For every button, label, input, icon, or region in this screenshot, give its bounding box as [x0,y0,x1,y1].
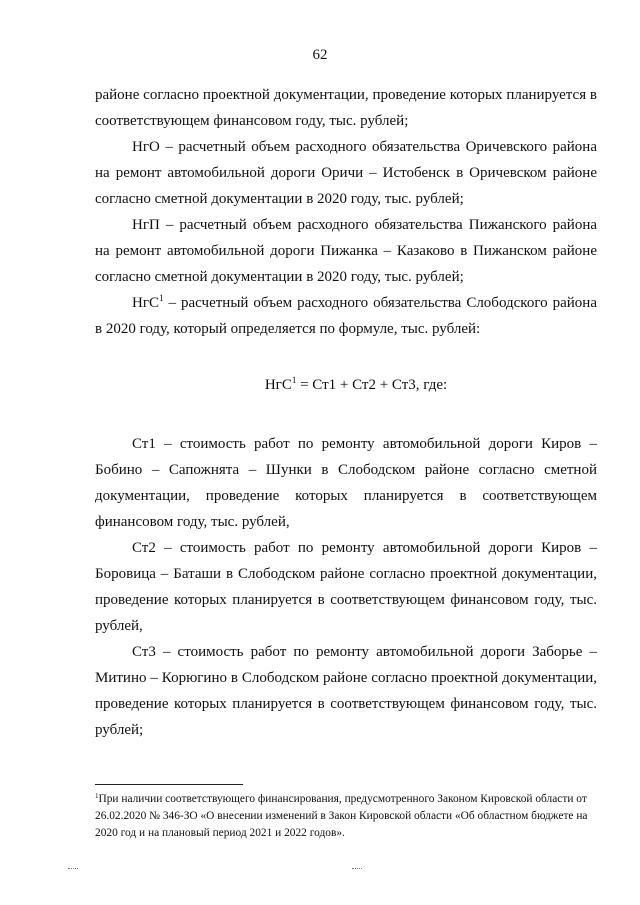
footnote-marker: 1 [95,792,99,800]
paragraph-ngo: НгО – расчетный объем расходного обязательства Оричевского района на ремонт автомобильной дороги Оричи – Истобенск в Оричевском районе согласно сметной документации в 2020 году, тыс. рублей; [95,139,597,207]
scan-artifact [352,868,362,872]
page-number: 62 [312,47,328,63]
paragraph-ngp: НгП – расчетный объем расходного обязательства Пижанского района на ремонт автомобильной дороги Пижанка – Казаково в Пижанском районе согласно сметной документации в 2020 году, тыс. рублей; [95,217,597,285]
paragraph-continuation: районе согласно проектной документации, проведение которых планируется в соответствующем финансовом году, тыс. рублей; [95,87,597,129]
ngs-term: НгС [132,295,159,311]
body-text [95,82,597,743]
ngs-text: – расчетный объем расходного обязательства Слободского района в 2020 году, который определяется по формуле, тыс. рублей: [95,295,597,337]
footnote-text: При наличии соответствующего финансирования, предусмотренного Законом Кировской области от 26.02.2020 № 346-ЗО «О внесении изменений в Закон Кировской области «Об областном бюджете на 2020 год и на плановый период 2021 и 2022 годов». [95,793,588,839]
formula-lhs: НгС [264,377,292,393]
definition-st1: Ст1 – стоимость работ по ремонту автомобильной дороги Киров – Бобино – Сапожнята – Шунки в Слободском районе согласно сметной документации, проведение которых планируется в соответствующем финансовом году, тыс. рублей, [95,436,597,530]
footnote-separator [95,784,243,785]
definition-st3: Ст3 – стоимость работ по ремонту автомобильной дороги Заборье – Митино – Корюгино в Слободском районе согласно проектной документации, проведение которых планируется в соответствующем финансовом году, тыс. рублей; [95,644,597,738]
footnote-ref: 1 [159,293,164,303]
scan-artifact [68,868,78,872]
formula [95,372,597,398]
footnote [95,791,605,842]
formula-sup: 1 [291,375,297,385]
definition-st2: Ст2 – стоимость работ по ремонту автомобильной дороги Киров – Боровица – Баташи в Слободском районе согласно проектной документации, проведение которых планируется в соответствующем финансовом году, тыс. рублей, [95,540,597,634]
formula-rhs: = Ст1 + Ст2 + Ст3, где: [296,377,448,393]
paragraph-ngs [95,290,597,342]
